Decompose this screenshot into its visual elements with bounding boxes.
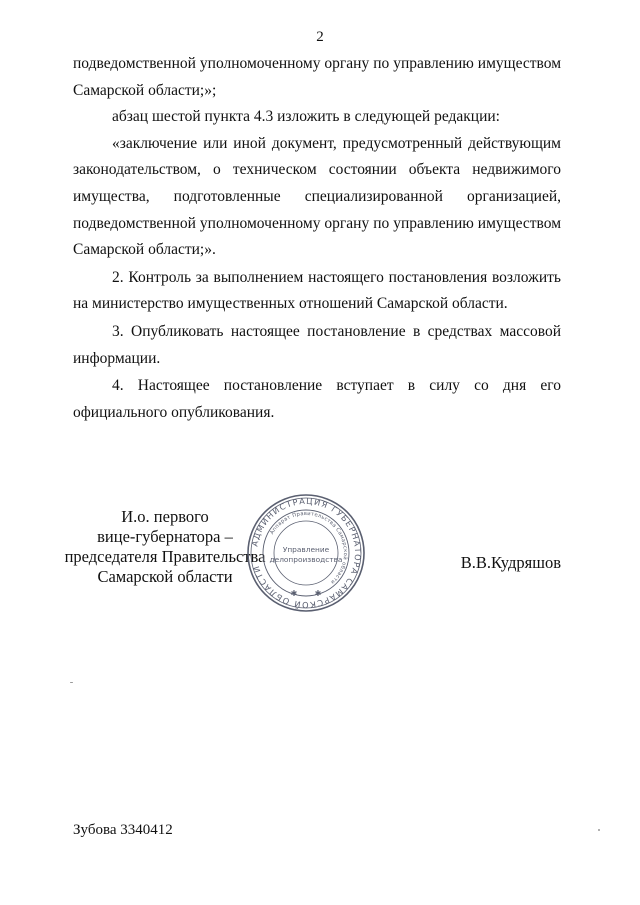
stamp-center-line: делопроизводства bbox=[269, 555, 343, 564]
star-icon: ✱ bbox=[314, 589, 322, 598]
signer-position bbox=[60, 507, 270, 587]
footer-author: Зубова 3340412 bbox=[73, 822, 173, 838]
signer-name: В.В.Кудряшов bbox=[460, 553, 561, 572]
star-icon: ✱ bbox=[290, 589, 298, 598]
signer-position-line: И.о. первого bbox=[121, 507, 209, 526]
stamp-inner-text: Аппарат Правительства Самарской области bbox=[269, 510, 349, 586]
scan-speck bbox=[598, 829, 600, 831]
page-number: 2 bbox=[316, 29, 324, 45]
paragraph-item-3: 3. Опубликовать настоящее постановление в средствах массовой информации. bbox=[73, 322, 561, 367]
official-seal-stamp bbox=[245, 492, 367, 614]
paragraph-continuation: подведомственной уполномоченному органу по управлению имуществом Самарской области;»; bbox=[73, 55, 561, 99]
paragraph-amendment-intro: абзац шестой пункта 4.3 изложить в следующей редакции: bbox=[112, 108, 500, 126]
signer-position-line: Самарской области bbox=[97, 567, 233, 586]
paragraph-amendment-text: «заключение или иной документ, предусмотренный действующим законодательством, о техническом состоянии объекта недвижимого имущества, подготовленные специализированной организацией, подведомственной уполномоченному органу по управлению имуществом Самарской области;». bbox=[73, 134, 561, 259]
paragraph-item-4: 4. Настоящее постановление вступает в силу со дня его официального опубликования. bbox=[73, 377, 561, 421]
signer-position-line: председателя Правительства bbox=[64, 547, 266, 566]
scan-speck bbox=[70, 682, 73, 683]
signer-position-line: вице-губернатора – bbox=[97, 527, 233, 546]
paragraph-item-2: 2. Контроль за выполнением настоящего постановления возложить на министерство имущественных отношений Самарской области. bbox=[73, 268, 561, 313]
stamp-outer-text: АДМИНИСТРАЦИЯ ГУБЕРНАТОРА САМАРСКОЙ ОБЛАСТИ bbox=[249, 495, 364, 611]
document-body bbox=[73, 51, 561, 426]
stamp-center-line: Управление bbox=[282, 545, 330, 554]
